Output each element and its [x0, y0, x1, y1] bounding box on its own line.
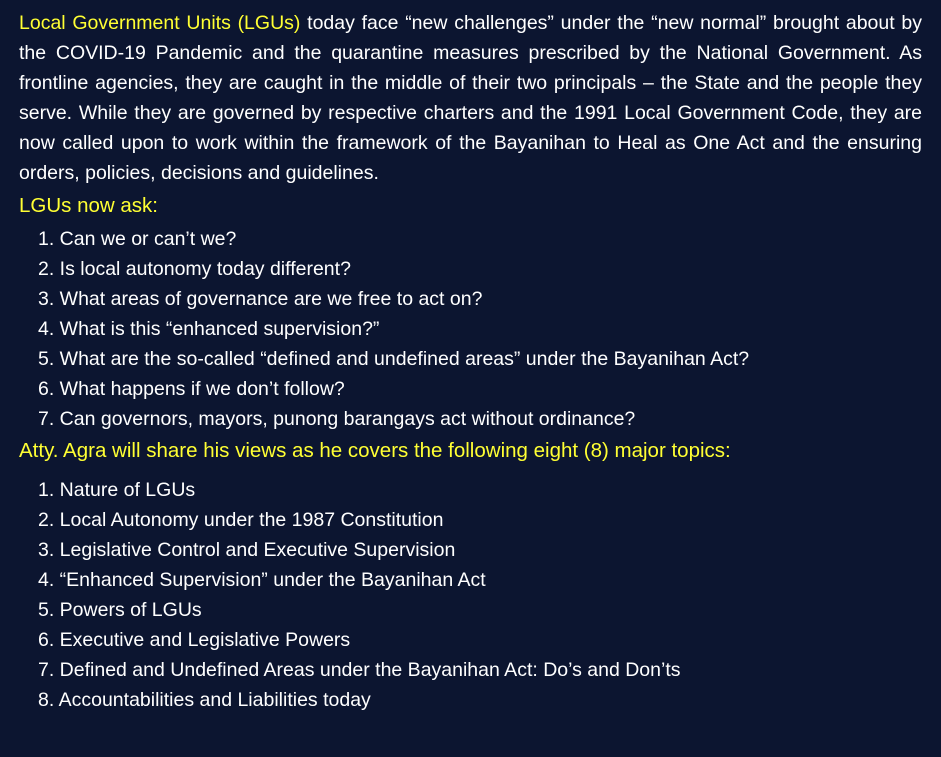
question-item: 1. Can we or can’t we? — [38, 228, 237, 250]
topics-list — [19, 475, 922, 715]
question-item: 6. What happens if we don’t follow? — [38, 378, 345, 400]
topic-item: 6. Executive and Legislative Powers — [38, 629, 351, 651]
topic-item: 4. “Enhanced Supervision” under the Bayanihan Act — [38, 569, 486, 591]
question-item: 4. What is this “enhanced supervision?” — [38, 318, 380, 340]
questions-list — [19, 224, 922, 434]
intro-paragraph — [19, 8, 922, 188]
topic-item: 1. Nature of LGUs — [38, 479, 196, 501]
question-item: 3. What areas of governance are we free to act on? — [38, 288, 483, 310]
question-item: 7. Can governors, mayors, punong barangays act without ordinance? — [38, 408, 636, 430]
intro-highlight: Local Government Units (LGUs) — [19, 12, 301, 34]
intro-text: today face “new challenges” under the “new normal” brought about by the COVID-19 Pandemic and the quarantine measures prescribed by the National Government. As frontline agencies, they are caught in the middle of their two principals – the State and the people they serve. While they are governed by respective charters and the 1991 Local Government Code, they are now called upon to work within the framework of the Bayanihan to Heal as One Act and the ensuring orders, policies, decisions and guidelines. — [19, 12, 922, 184]
topic-item: 3. Legislative Control and Executive Supervision — [38, 539, 456, 561]
question-item: 2. Is local autonomy today different? — [38, 258, 351, 280]
questions-heading: LGUs now ask: — [19, 194, 158, 217]
topic-item: 7. Defined and Undefined Areas under the Bayanihan Act: Do’s and Don’ts — [38, 659, 681, 681]
topic-item: 5. Powers of LGUs — [38, 599, 202, 621]
topic-item: 2. Local Autonomy under the 1987 Constitution — [38, 509, 444, 531]
topic-item: 8. Accountabilities and Liabilities today — [38, 689, 371, 711]
topics-heading: Atty. Agra will share his views as he covers the following eight (8) major topics: — [19, 439, 731, 462]
question-item: 5. What are the so-called “defined and undefined areas” under the Bayanihan Act? — [38, 348, 750, 370]
